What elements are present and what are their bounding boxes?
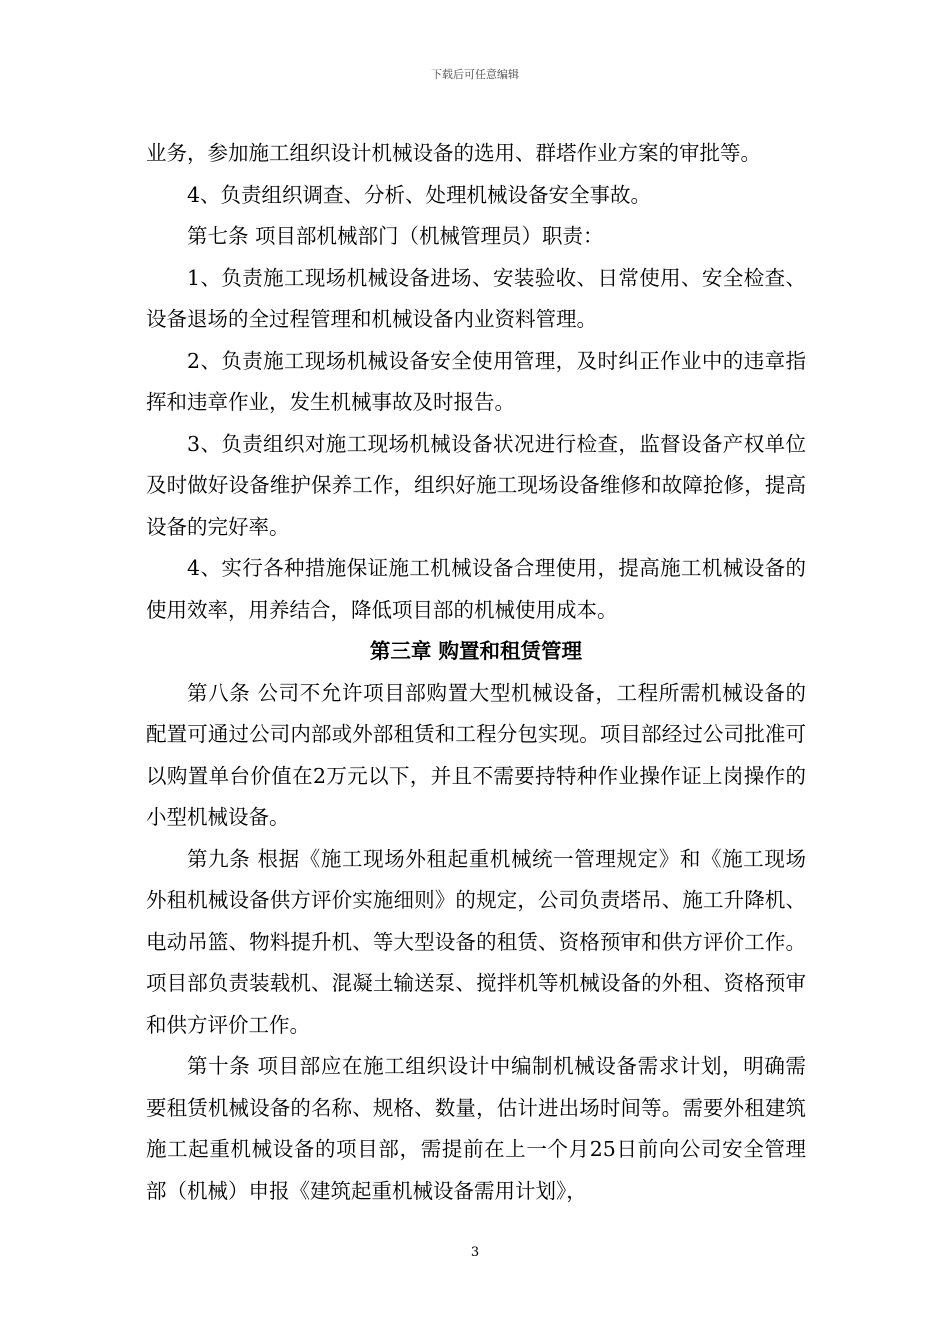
paragraph-item-4: 4、实行各种措施保证施工机械设备合理使用，提高施工机械设备的使用效率，用养结合，降低项目部的机械使用成本。 (146, 556, 806, 622)
chapter-heading: 第三章 购置和租赁管理 (369, 639, 583, 663)
paragraph-item-4-accident: 4、负责组织调查、分析、处理机械设备安全事故。 (187, 182, 652, 207)
paragraph-article-7: 第七条 项目部机械部门（机械管理员）职责： (187, 224, 604, 248)
paragraph-item-2: 2、负责施工现场机械设备安全使用管理，及时纠正作业中的违章指挥和违章作业，发生机械事故及时报告。 (146, 348, 806, 414)
page-header: 下载后可任意编辑 (431, 68, 519, 81)
document-body (146, 133, 806, 1212)
page-number: 3 (470, 1245, 480, 1260)
paragraph-item-3: 3、负责组织对施工现场机械设备状况进行检查，监督设备产权单位及时做好设备维护保养工作，组织好施工现场设备维修和故障抢修，提高设备的完好率。 (146, 431, 806, 539)
paragraph-item-1: 1、负责施工现场机械设备进场、安装验收、日常使用、安全检查、设备退场的全过程管理和机械设备内业资料管理。 (146, 265, 806, 331)
paragraph-article-9: 第九条 根据《施工现场外租起重机械统一管理规定》和《施工现场外租机械设备供方评价实施细则》的规定，公司负责塔吊、施工升降机、电动吊篮、物料提升机、等大型设备的租赁、资格预审和供方评价工作。项目部负责装载机、混凝土输送泵、搅拌机等机械设备的外租、资格预审和供方评价工作。 (146, 846, 806, 1037)
paragraph-article-10: 第十条 项目部应在施工组织设计中编制机械设备需求计划，明确需要租赁机械设备的名称、规格、数量，估计进出场时间等。需要外租建筑施工起重机械设备的项目部，需提前在上一个月25日前向公司安全管理部（机械）申报《建筑起重机械设备需用计划》， (146, 1054, 806, 1203)
paragraph-article-8: 第八条 公司不允许项目部购置大型机械设备，工程所需机械设备的配置可通过公司内部或外部租赁和工程分包实现。项目部经过公司批准可以购置单台价值在2万元以下，并且不需要持特种作业操作证上岗操作的小型机械设备。 (146, 680, 806, 829)
paragraph-continuation: 业务，参加施工组织设计机械设备的选用、群塔作业方案的审批等。 (146, 141, 761, 165)
